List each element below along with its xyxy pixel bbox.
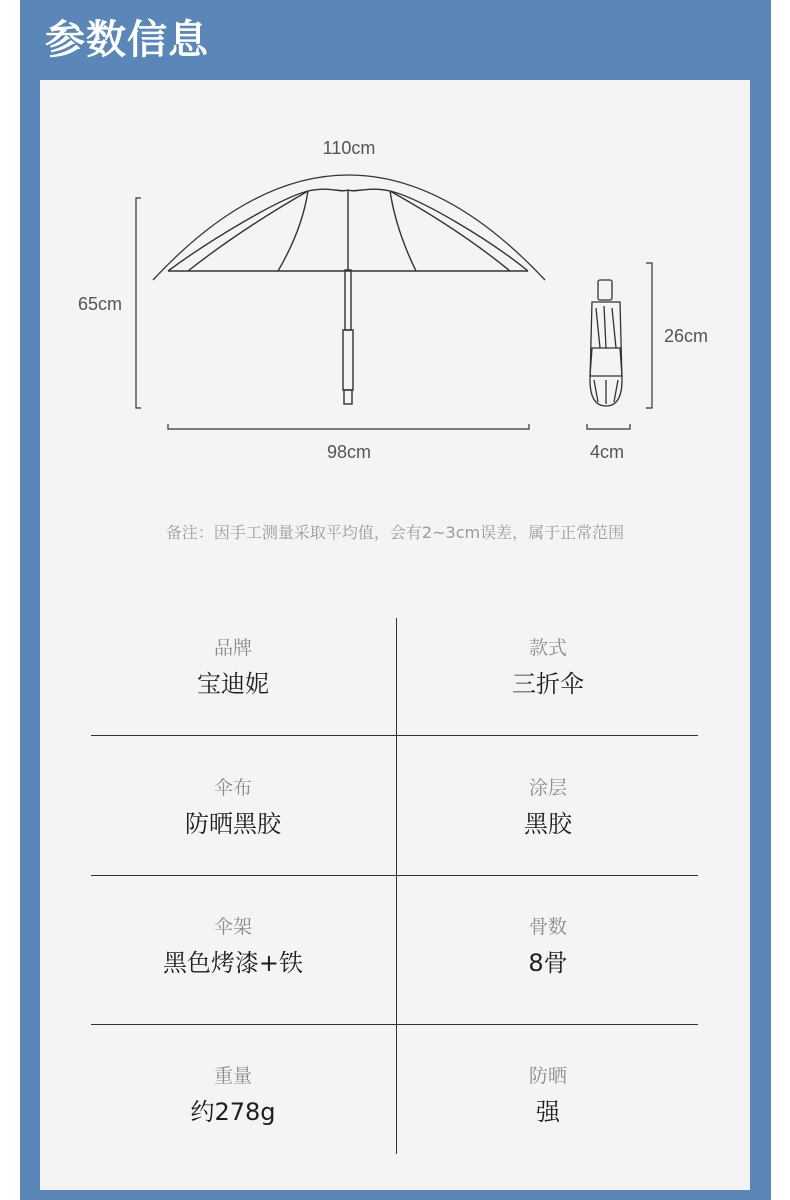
spec-cell-weight [83, 1063, 383, 1129]
spec-label: 重量 [213, 1065, 252, 1087]
spec-label: 伞架 [213, 916, 252, 938]
content-panel [40, 80, 750, 1190]
spec-value: 约278g [190, 1098, 276, 1126]
spec-table [40, 80, 750, 1190]
spec-cell-fabric [83, 775, 383, 841]
spec-cell-ribs [398, 914, 698, 980]
spec-label: 伞布 [213, 777, 252, 799]
spec-value: 强 [536, 1098, 560, 1126]
spec-value: 三折伞 [512, 670, 584, 698]
spec-cell-brand [83, 635, 383, 701]
spec-label: 骨数 [528, 916, 567, 938]
height-label: 65cm [77, 294, 123, 314]
spec-value: 8骨 [528, 949, 568, 977]
spec-label: 款式 [528, 637, 567, 659]
width-label: 98cm [326, 442, 372, 462]
row-divider [91, 735, 698, 736]
column-divider [396, 618, 397, 1154]
canopy-arc-label: 110cm [322, 138, 376, 158]
spec-label: 品牌 [213, 637, 252, 659]
spec-value: 宝迪妮 [197, 670, 269, 698]
spec-value: 黑胶 [524, 810, 572, 838]
spec-cell-frame [83, 914, 383, 980]
page-title: 参数信息 [45, 17, 209, 63]
spec-cell-coating [398, 775, 698, 841]
spec-value: 防晒黑胶 [185, 810, 281, 838]
folded-width-label: 4cm [589, 442, 625, 462]
spec-label: 防晒 [528, 1065, 567, 1087]
spec-cell-sun-protection [398, 1063, 698, 1129]
measurement-note: 备注：因手工测量采取平均值，会有2~3cm误差，属于正常范围 [165, 523, 625, 542]
spec-cell-style [398, 635, 698, 701]
spec-value: 黑色烤漆+铁 [162, 949, 304, 977]
folded-length-label: 26cm [663, 326, 709, 346]
row-divider [91, 875, 698, 876]
row-divider [91, 1024, 698, 1025]
spec-label: 涂层 [528, 777, 567, 799]
